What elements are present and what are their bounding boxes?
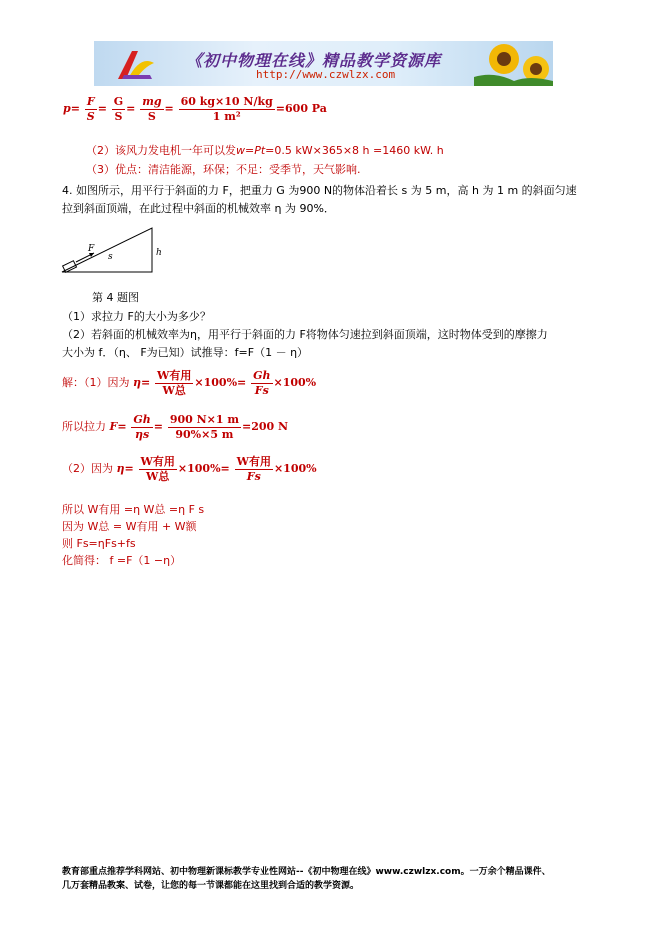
- fraction: $\frac{Gh}{Fs}$: [253, 369, 271, 397]
- banner-title: 《初中物理在线》精品教学资源库: [186, 51, 442, 70]
- header-banner: [94, 41, 553, 86]
- length-label: s: [108, 252, 113, 262]
- banner-url[interactable]: http://www.czwlzx.com: [256, 68, 396, 81]
- fraction: $\frac{F}{S}$: [86, 95, 95, 123]
- footer-line1: 教育部重点推荐学科网站、初中物理新课标教学专业性网站--《初中物理在线》www.czwlzx.com。一万余个精品课件、: [62, 867, 551, 877]
- q4-sub2-line1: （2）若斜面的机械效率为η，用平行于斜面的力 F将物体匀速拉到斜面顶端，这时物体受到的摩擦力: [62, 328, 548, 341]
- solution-step1: 解：（1）因为 η= $\frac{\text{W有用}}{\text{W总}}$ ×100%= $\frac{Gh}{Fs}$ ×100%: [62, 369, 317, 397]
- fraction: $\frac{mg}{S}$: [142, 95, 162, 123]
- sunflower-image: [474, 41, 553, 86]
- height-label: h: [156, 248, 162, 258]
- derivation-line1: 所以 W有用 =η W总 =η F s: [62, 503, 205, 516]
- q4-sub2-line2: 大小为 f．（η、 F为已知）试推导：f=F（1 － η）: [62, 346, 309, 359]
- q4-line2: 拉到斜面顶端，在此过程中斜面的机械效率 η 为 90%．: [62, 202, 335, 215]
- derivation-line3: 则 Fs=ηFs+fs: [62, 537, 136, 550]
- fraction: $\frac{\text{W有用}}{Fs}$: [236, 455, 271, 483]
- fraction: $\frac{900 N\times 1 m}{90\%\times 5 m}$: [169, 413, 239, 441]
- solution-step2: 所以拉力 F= $\frac{Gh}{\eta s}$ = $\frac{900 N\times 1 m}{90\%\times 5 m}$ =200 N: [62, 413, 289, 441]
- incline-diagram: [60, 225, 170, 277]
- pressure-formula: p= $\frac{F}{S}$ = $\frac{G}{S}$ = $\frac{mg}{S}$ = $\frac{60 kg\times 10 N/kg}{\text{1 m²}}$ =600 Pa: [63, 95, 327, 123]
- derivation-line4: 化简得： f =F（1 −η）: [62, 554, 182, 567]
- derivation-line2: 因为 W总 = W有用 + W额: [62, 520, 197, 533]
- fraction: $\frac{Gh}{\eta s}$: [133, 413, 151, 441]
- q4-sub1: （1）求拉力 F的大小为多少？: [62, 310, 211, 323]
- fraction: $\frac{G}{S}$: [113, 95, 124, 123]
- q4-line1: 4. 如图所示，用平行于斜面的力 F，把重力 G 为900 N的物体沿着长 s 为 5 m，高 h 为 1 m 的斜面匀速: [62, 184, 577, 197]
- site-logo-icon: [114, 45, 158, 83]
- fraction: $\frac{\text{W有用}}{\text{W总}}$: [157, 369, 192, 397]
- block-shape: [63, 261, 77, 273]
- fraction: $\frac{\text{W有用}}{\text{W总}}$: [140, 455, 175, 483]
- footer-line2: 几万套精品教案、试卷，让您的每一节课都能在这里找到合适的教学资源。: [62, 881, 360, 891]
- fraction: $\frac{60 kg\times 10 N/kg}{\text{1 m²}}$: [180, 95, 273, 123]
- q2-answer: （2）该风力发电机一年可以发w=Pt=0.5 kW×365×8 h =1460 kW. h: [86, 144, 444, 157]
- q3-answer: （3）优点：清洁能源，环保；不足：受季节，天气影响.: [86, 163, 361, 176]
- solution-step3: （2）因为 η= $\frac{\text{W有用}}{\text{W总}}$ ×100%= $\frac{\text{W有用}}{Fs}$ ×100%: [62, 455, 317, 483]
- figure-caption: 第 4 题图: [92, 291, 139, 304]
- force-label: F: [88, 244, 95, 254]
